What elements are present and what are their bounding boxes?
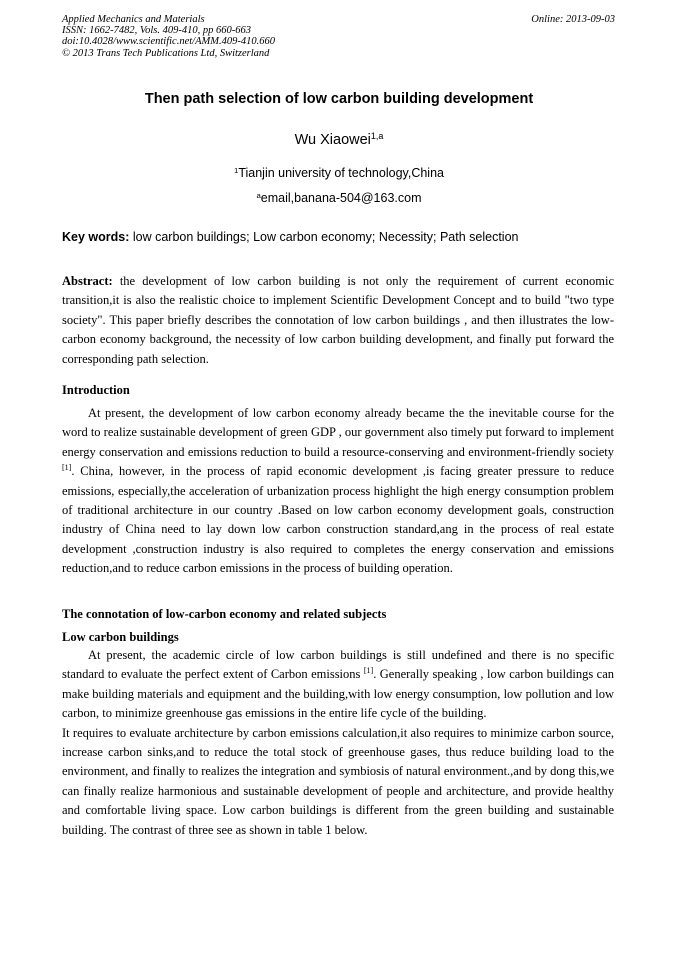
journal-header — [62, 14, 615, 59]
abstract — [62, 272, 614, 369]
section-body — [62, 646, 614, 840]
affiliation-text: Tianjin university of technology,China — [238, 166, 444, 180]
keywords — [62, 230, 622, 244]
affiliation-superscript: 1 — [234, 165, 239, 175]
author-line — [0, 132, 678, 148]
author-name: Wu Xiaowei — [294, 132, 371, 148]
introduction-text-1: At present, the development of low carbon economy already became the the inevitable course for the word to realize sustainable development of green GDP , our government also timely put forward to implement energy conservation and emissions reduction to build a resource-conserving and environment-friendly society — [62, 406, 614, 459]
section-paragraph-1 — [62, 646, 614, 724]
author-superscript: 1,a — [370, 131, 384, 142]
paper-title: Then path selection of low carbon building development — [144, 91, 534, 107]
section-text-2: . Generally speaking , low carbon buildings can make building materials and equipment and the building,with low energy consumption, low pollution and low carbon, to minimize greenhouse gas emissions in the entire life cycle of the building. — [62, 667, 614, 721]
online-date: Online: 2013-09-03 — [531, 14, 615, 25]
journal-issn: ISSN: 1662-7482, Vols. 409-410, pp 660-663 — [62, 25, 251, 37]
keywords-text: low carbon buildings; Low carbon economy; Necessity; Path selection — [129, 230, 519, 244]
email-text: email,banana-504@163.com — [260, 191, 422, 205]
journal-copyright: © 2013 Trans Tech Publications Ltd, Switzerland — [62, 47, 270, 59]
abstract-text: the development of low carbon building is not only the requirement of current economic transition,it is also the realistic choice to implement Scientific Development Concept and to build "two type society". This paper briefly describes the connotation of low carbon buildings , and then illustrates the low-carbon economy background, the necessity of low carbon building development, and finally put forward the corresponding path selection. — [62, 274, 614, 366]
introduction-text-2: . China, however, in the process of rapid economic development ,is facing greater pressure to reduce emissions, especially,the acceleration of urbanization process highlight the high energy consumption problem of traditional architecture in our country .Based on low carbon economy development goals, construction industry of China need to lay down low carbon construction standard,ang in the process of real estate development ,construction industry is also required to completes the energy conservation and emissions reduction,and to reduce carbon emissions in the process of building operation. — [62, 464, 614, 576]
citation-ref: [1] — [62, 463, 72, 473]
email-superscript: a — [256, 190, 261, 200]
subsection-heading: Low carbon buildings — [62, 630, 179, 644]
section-paragraph-2: It requires to evaluate architecture by carbon emissions calculation,it also requires to minimize carbon source, increase carbon sinks,and to reduce the total stock of greenhouse gases, thus reduce building load to the environment, and finally to realizes the integration and symbiosis of natural environment.,and by dong this,we can finally realize harmonious and sustainable development of people and architecture, and provide healthy and comfortable living space. Low carbon buildings is different from the green building and sustainable building. The contrast of three see as shown in table 1 below. — [62, 725, 614, 837]
abstract-label: Abstract: — [62, 274, 113, 288]
journal-doi: doi:10.4028/www.scientific.net/AMM.409-410.660 — [62, 36, 275, 48]
email-line — [0, 191, 678, 205]
section-heading: The connotation of low-carbon economy and related subjects — [62, 607, 387, 621]
introduction-heading: Introduction — [62, 383, 130, 397]
introduction-paragraph — [62, 404, 614, 579]
affiliation — [0, 166, 678, 180]
journal-name: Applied Mechanics and Materials — [62, 14, 205, 25]
citation-ref: [1] — [363, 666, 374, 676]
section-text-1: At present, the academic circle of low carbon buildings is still undefined and there is no specific standard to evaluate the perfect extent of Carbon emissions — [62, 648, 614, 682]
keywords-label: Key words: — [62, 230, 130, 244]
